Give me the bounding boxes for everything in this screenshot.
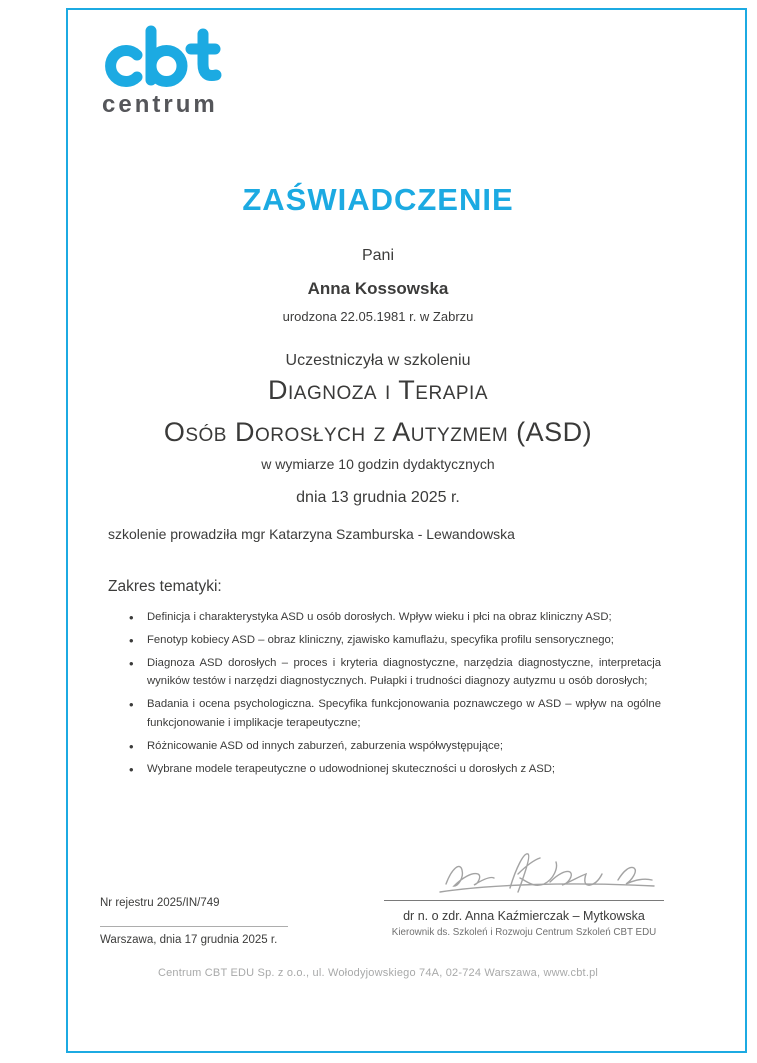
- company-footer: Centrum CBT EDU Sp. z o.o., ul. Wołodyjowskiego 74A, 02-724 Warszawa, www.cbt.pl: [157, 967, 599, 979]
- logo-wordmark: centrum: [102, 91, 218, 118]
- registry-divider-line: [100, 926, 288, 927]
- salutation: Pani: [361, 247, 395, 265]
- participation-line: Uczestniczyła w szkoleniu: [285, 352, 471, 370]
- signer-name: dr n. o zdr. Anna Kaźmierczak – Mytkowska: [403, 909, 645, 923]
- topics-list: [95, 608, 661, 778]
- course-title-line2: Osób Dorosłych z Autyzmem (ASD): [163, 417, 593, 448]
- signature-block: [376, 840, 672, 938]
- topic-item: • Diagnoza ASD dorosłych – proces i kryteria diagnostyczne, narzędzia diagnostyczne, interpretacja wyników testów i narzędzi diagnostycznych. Pułapki i trudności diagnozy autyzmu u osób dorosłych;: [147, 654, 661, 690]
- cbt-logo: [99, 24, 239, 119]
- topic-item: • Fenotyp kobiecy ASD – obraz kliniczny, zjawisko kamuflażu, specyfika profilu sensorycznego;: [147, 631, 661, 649]
- topic-item: • Badania i ocena psychologiczna. Specyfika funkcjonowania poznawczego w ASD – wpływ na ogólne funkcjonowanie i implikacje terapeutyczne;: [147, 695, 661, 731]
- course-duration: w wymiarze 10 godzin dydaktycznych: [261, 456, 495, 473]
- recipient-name: Anna Kossowska: [307, 279, 449, 299]
- registry-number: Nr rejestru 2025/IN/749: [100, 897, 220, 909]
- course-date: dnia 13 grudnia 2025 r.: [296, 489, 460, 507]
- course-title-line1: Diagnoza i Terapia: [268, 375, 488, 406]
- topic-item: • Wybrane modele terapeutyczne o udowodnionej skuteczności u dorosłych z ASD;: [147, 760, 661, 778]
- signature-scribble: [432, 840, 662, 904]
- topic-item: • Definicja i charakterystyka ASD u osób dorosłych. Wpływ wieku i płci na obraz kliniczny ASD;: [147, 608, 661, 626]
- cbt-logo-icon: [99, 24, 233, 90]
- signature-line: [384, 900, 664, 901]
- topic-item: • Różnicowanie ASD od innych zaburzeń, zaburzenia współwystępujące;: [147, 737, 661, 755]
- birth-info: urodzona 22.05.1981 r. w Zabrzu: [282, 309, 474, 325]
- certificate-body: [95, 183, 661, 783]
- registry-block: [100, 897, 315, 946]
- place-date-line: Warszawa, dnia 17 grudnia 2025 r.: [100, 934, 278, 946]
- certificate-title: ZAŚWIADCZENIE: [242, 182, 514, 217]
- topics-heading: Zakres tematyki:: [108, 578, 222, 596]
- signer-title: Kierownik ds. Szkoleń i Rozwoju Centrum Szkoleń CBT EDU: [391, 927, 657, 938]
- trainer-line: szkolenie prowadziła mgr Katarzyna Szamburska - Lewandowska: [108, 526, 515, 543]
